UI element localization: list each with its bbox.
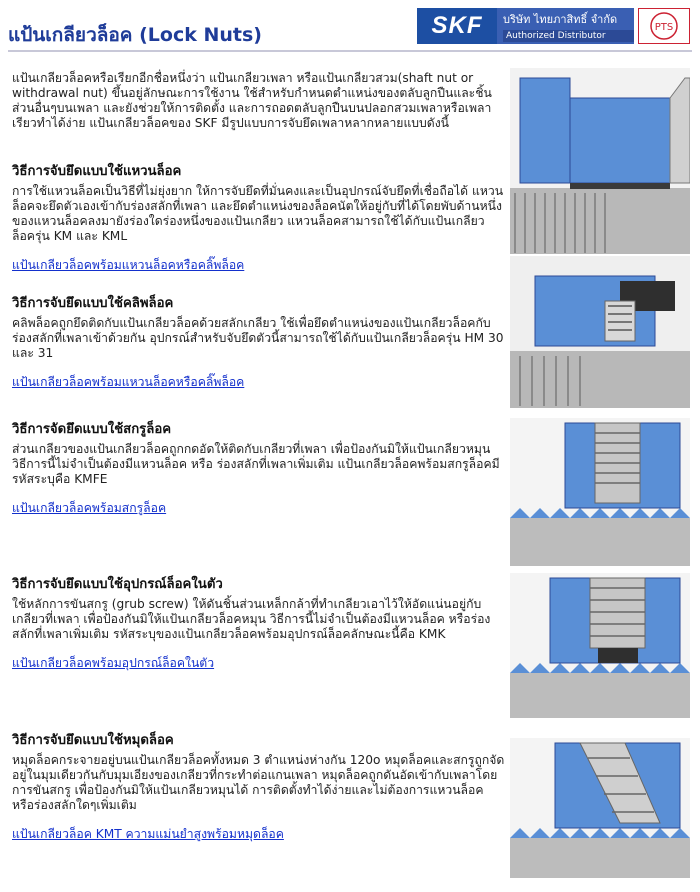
section-link[interactable]: แป้นเกลียวล็อคพร้อมแหวนล็อคหรือคลิ๊พล็อค xyxy=(12,258,245,272)
section-text: การใช้แหวนล็อคเป็นวิธีที่ไม่ยุ่งยาก ให้การจับยึดที่มั่นคงและเป็นอุปกรณ์จับยึดที่เชื่อถือได้ แหวนล็อคจะยึดตัวเองเข้ากับร่องสลักที่เพลา และยึดตำแหน่งของล็อคนัตให้อยู่กับที่ได้โดยพับด้านหนึ่งของแหวนล็อคลงมายังร่องใดร่องหนึ่งของแป้นเกลียว แหวนล็อคสามารถใช้ได้กับแป้นเกลียวล็อครุ่น KM และ KML xyxy=(12,184,504,243)
lock-screw-illustration xyxy=(510,418,690,566)
section-title: วิธีการจับยึดแบบใช้แหวนล็อค xyxy=(12,164,182,179)
section-lock-screw xyxy=(12,418,507,518)
brand-banner[interactable] xyxy=(417,8,690,44)
lock-clip-illustration xyxy=(510,256,690,408)
section-integral-lock xyxy=(12,573,507,673)
integral-lock-illustration xyxy=(510,573,690,718)
skf-logo: SKF xyxy=(417,8,497,44)
section-lock-pin xyxy=(12,729,507,844)
section-link[interactable]: แป้นเกลียวล็อคพร้อมอุปกรณ์ล็อคในตัว xyxy=(12,656,215,670)
section-title: วิธีการจับยึดแบบใช้หมุดล็อค xyxy=(12,733,174,748)
section-lock-washer xyxy=(12,160,507,275)
authorized-distributor-label: Authorized Distributor xyxy=(503,30,634,42)
distributor-label xyxy=(497,8,634,44)
header-divider xyxy=(8,50,692,52)
pts-logo-icon xyxy=(638,8,690,44)
section-lock-clip xyxy=(12,292,507,392)
section-title: วิธีการจับยึดแบบใช้คลิพล็อค xyxy=(12,296,174,311)
section-link[interactable]: แป้นเกลียวล็อคพร้อมสกรูล็อค xyxy=(12,501,167,515)
page-title: แป้นเกลียวล็อค (Lock Nuts) xyxy=(8,24,262,46)
lock-pin-illustration xyxy=(510,738,690,878)
company-name: บริษัท ไทยภาสิทธิ์ จำกัด xyxy=(503,13,618,26)
intro-section xyxy=(12,71,507,131)
section-text: ใช้หลักการขันสกรู (grub screw) ให้ดันชิ้นส่วนเหล็กกล้าที่ทำเกลียวเอาไว้ให้อัดแน่นอยู่กับเกลียวที่เพลา เพื่อป้องกันมิให้แป้นเกลียวล็อคหมุน วิธีการนี้ไม่จำเป็นต้องมีแหวนล็อค หรือร่องสลักที่เพลาเพิ่มเติม รหัสระบุของแป้นเกลียวล็อคพร้อมอุปกรณ์ล็อคลักษณะนี้คือ KMK xyxy=(12,597,491,641)
page-header xyxy=(0,0,700,52)
lock-washer-illustration xyxy=(510,68,690,254)
intro-text: แป้นเกลียวล็อคหรือเรียกอีกชื่อหนึ่งว่า แป้นเกลียวเพลา หรือแป้นเกลียวสวม(shaft nut or withdrawal nut) ขึ้นอยู่ลักษณะการใช้งาน ใช้สำหรับกำหนดตำแหน่งของตลับลูกปืนและชิ้นส่วนอื่นๆบนเพลา และยังช่วยให้การติดตั้ง และการถอดตลับลูกปืนบนปลอกสวมเพลาหรือเพลาเรียวทำได้ง่าย แป้นเกลียวล็อคของ SKF มีรูปแบบการจับยึดเพลาหลากหลายแบบดังนี้ xyxy=(12,71,492,130)
pts-badge-text: PTS xyxy=(654,22,674,33)
section-link[interactable]: แป้นเกลียวล็อค KMT ความแม่นยำสูงพร้อมหมุดล็อค xyxy=(12,827,284,841)
section-title: วิธีการจับยึดแบบใช้อุปกรณ์ล็อคในตัว xyxy=(12,577,223,592)
section-title: วิธีการจัดยึดแบบใช้สกรูล็อค xyxy=(12,422,172,437)
section-text: ส่วนเกลียวของแป้นเกลียวล็อคถูกกดอัดให้ติดกับเกลียวที่เพลา เพื่อป้องกันมิให้แป้นเกลียวหมุน วิธีการนี้ไม่จำเป็นต้องมีแหวนล็อค หรือ ร่องสลักที่เพลาเพิ่มเติม แป้นเกลียวล็อคพร้อมสกรูล็อคมีรหัสระบุคือ KMFE xyxy=(12,442,500,486)
section-link[interactable]: แป้นเกลียวล็อคพร้อมแหวนล็อคหรือคลิ๊พล็อค xyxy=(12,375,245,389)
section-text: คลิพล็อคถูกยึดติดกับแป้นเกลียวล็อคด้วยสลักเกลียว ใช้เพื่อยึดตำแหน่งของแป้นเกลียวล็อคกับร่องสลักที่เพลาเข้าด้วยกัน อุปกรณ์สำหรับจับยึดตัวนี้สามารถใช้ได้กับแป้นเกลียวล็อครุ่น HM 30 และ 31 xyxy=(12,316,504,360)
section-text: หมุดล็อคกระจายอยู่บนแป้นเกลียวล็อคทั้งหมด 3 ตำแหน่งห่างกัน 120o หมุดล็อคและสกรูถูกจัดอยู่ในมุมเดียวกันกับมุมเอียงของเกลียวที่กระทำต่อแกนเพลา หมุดล็อคถูกดันอัดเข้ากับเพลาโดยการขันสกรู เพื่อป้องกันมิให้แป้นเกลียวหมุนได้ การติดตั้งทำได้ง่ายและไม่ต้องการแหวนล็อค หรือร่องสลักใดๆเพิ่มเติม xyxy=(12,753,505,812)
